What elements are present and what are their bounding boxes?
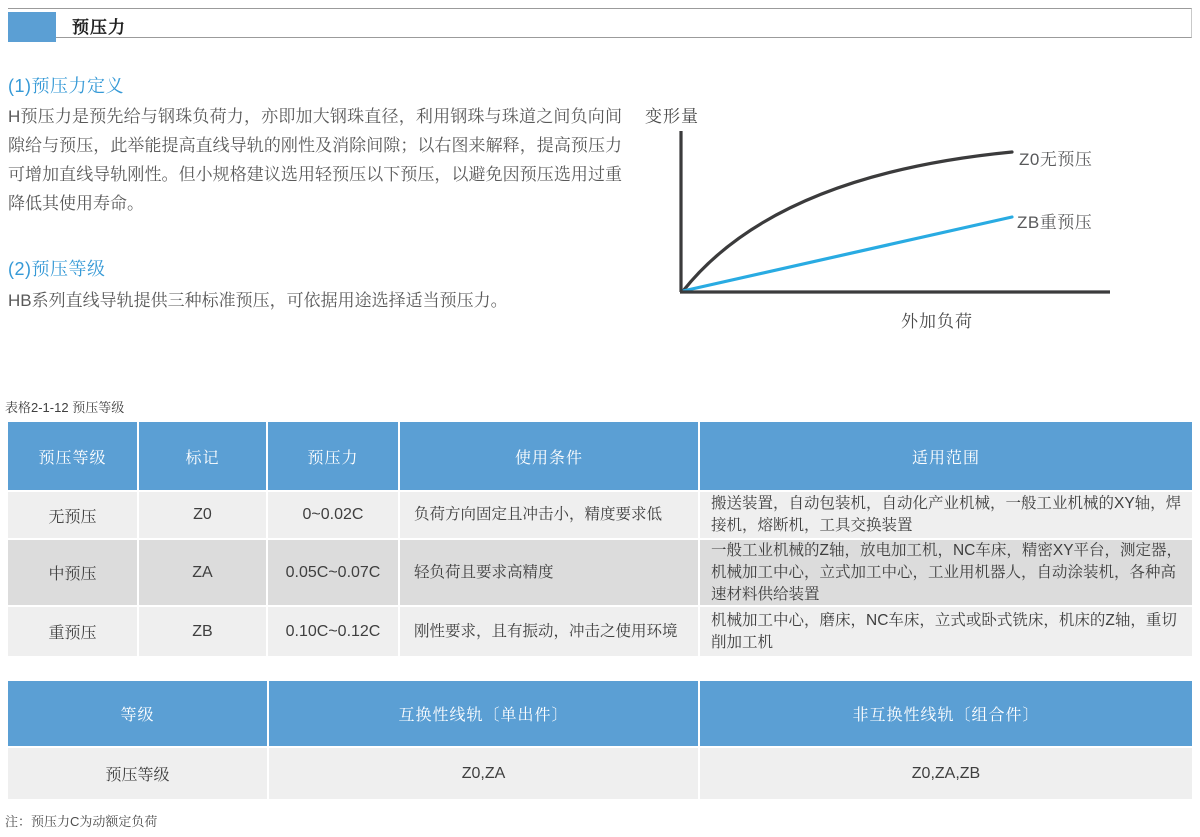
table-cell: 0~0.02C: [268, 492, 398, 538]
table-cell: 负荷方向固定且冲击小，精度要求低: [400, 492, 698, 538]
section-heading-grades: (2)预压等级: [8, 259, 106, 279]
section-heading-definition: (1)预压力定义: [8, 76, 124, 96]
header-cell-interchangeable-rail: 互换性线轨〔单出件〕: [269, 681, 698, 746]
deformation-load-chart: [630, 95, 1120, 310]
page-title-band: [8, 8, 1192, 38]
table-cell: Z0,ZA,ZB: [700, 748, 1192, 799]
definition-paragraph: H预压力是预先给与钢珠负荷力，亦即加大钢珠直径，利用钢珠与珠道之间负向间隙给与预压，此举能提高直线导轨的刚性及消除间隙；以右图来解释，提高预压力可增加直线导轨刚性。但小规格建议选用轻预压以下预压，以避免因预压选用过重降低其使用寿命。: [8, 107, 622, 213]
y-axis-label: 变形量: [645, 107, 699, 126]
table-cell: 预压等级: [8, 748, 267, 799]
header-cell-application: 适用范围: [700, 422, 1192, 490]
table-cell: ZA: [139, 540, 266, 605]
header-cell-mark: 标记: [139, 422, 266, 490]
table-cell: ZB: [139, 607, 266, 656]
table-cell: 一般工业机械的Z轴，放电加工机，NC车床，精密XY平台，测定器，机械加工中心，立式加工中心，工业用机器人，自动涂装机，各种高速材料供给装置: [700, 540, 1192, 605]
line-zb-heavy-preload: [683, 217, 1012, 291]
header-cell-grade: 等级: [8, 681, 267, 746]
title-accent-chip: [8, 12, 56, 42]
grades-paragraph: HB系列直线导轨提供三种标准预压，可依据用途选择适当预压力。: [8, 291, 508, 310]
header-cell-non-interchangeable-rail: 非互换性线轨〔组合件〕: [700, 681, 1192, 746]
series-label-zb: ZB重预压: [1017, 213, 1093, 232]
x-axis-label: 外加负荷: [901, 312, 973, 331]
preload-table: [8, 422, 1192, 656]
table-cell: 轻负荷且要求高精度: [400, 540, 698, 605]
header-cell-preload-force: 预压力: [268, 422, 398, 490]
page-title: 预压力: [72, 18, 126, 37]
table-cell: 刚性要求，且有振动，冲击之使用环境: [400, 607, 698, 656]
table-caption: 表格2-1-12 预压等级: [5, 400, 125, 415]
footnote: 注：预压力C为动额定负荷: [5, 814, 158, 829]
table-cell: 重预压: [8, 607, 137, 656]
table-cell: 0.05C~0.07C: [268, 540, 398, 605]
table-cell: 0.10C~0.12C: [268, 607, 398, 656]
grade-table: [8, 681, 1192, 799]
table-cell: 搬送装置，自动包装机，自动化产业机械，一般工业机械的XY轴，焊接机，熔断机，工具交换装置: [700, 492, 1192, 538]
table-cell: Z0,ZA: [269, 748, 698, 799]
table-cell: 中预压: [8, 540, 137, 605]
curve-z0-no-preload: [683, 152, 1012, 291]
table-cell: 机械加工中心，磨床，NC车床，立式或卧式铣床，机床的Z轴，重切削加工机: [700, 607, 1192, 656]
table-cell: 无预压: [8, 492, 137, 538]
header-cell-preload-grade: 预压等级: [8, 422, 137, 490]
header-cell-use-condition: 使用条件: [400, 422, 698, 490]
table-cell: Z0: [139, 492, 266, 538]
series-label-z0: Z0无预压: [1019, 150, 1093, 169]
